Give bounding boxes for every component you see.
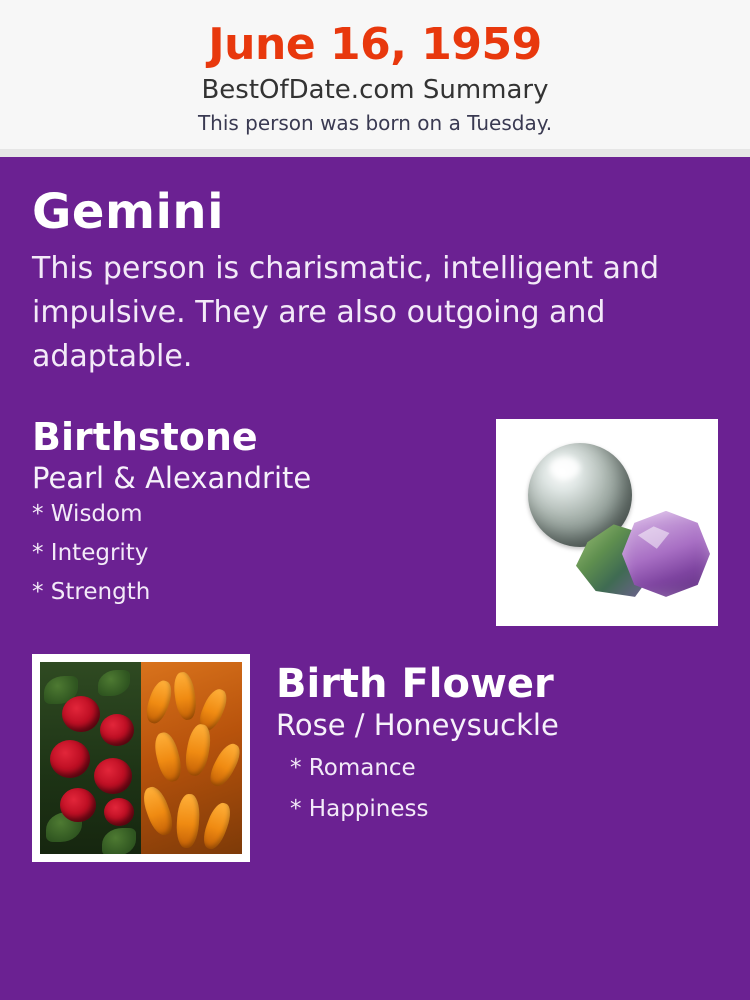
birth-flower-trait: * Happiness bbox=[290, 795, 429, 822]
zodiac-description: This person is charismatic, intelligent and impulsive. They are also outgoing and adaptable. bbox=[32, 251, 659, 375]
birth-flower-names: Rose / Honeysuckle bbox=[276, 707, 559, 742]
birthstone-title: Birthstone bbox=[32, 414, 258, 459]
birthstone-image bbox=[504, 427, 710, 618]
header-divider bbox=[0, 149, 750, 157]
birth-flower-image bbox=[40, 662, 242, 854]
birth-flower-title: Birth Flower bbox=[276, 660, 554, 707]
zodiac-sign-title: Gemini bbox=[32, 184, 225, 241]
birth-flower-image-frame bbox=[32, 654, 250, 862]
card-header bbox=[0, 0, 750, 149]
site-title: BestOfDate.com Summary bbox=[201, 75, 549, 106]
roses-photo-half bbox=[40, 662, 141, 854]
alexandrite-gem-shape bbox=[622, 511, 710, 597]
card-body bbox=[0, 157, 750, 1000]
birthstone-trait: * Integrity bbox=[32, 540, 149, 567]
birth-weekday-text: This person was born on a Tuesday. bbox=[197, 111, 553, 136]
birthstone-text bbox=[32, 414, 496, 621]
birthstone-names: Pearl & Alexandrite bbox=[32, 460, 312, 495]
birth-date: June 16, 1959 bbox=[208, 19, 542, 70]
birthstone-trait: * Wisdom bbox=[32, 501, 143, 528]
birthstone-image-frame bbox=[496, 419, 718, 626]
birth-flower-text bbox=[276, 654, 718, 839]
birth-flower-trait: * Romance bbox=[290, 754, 416, 781]
birth-flower-section bbox=[32, 654, 718, 862]
birthstone-section bbox=[32, 414, 718, 626]
birthstone-trait: * Strength bbox=[32, 579, 151, 606]
honeysuckle-photo-half bbox=[141, 662, 242, 854]
